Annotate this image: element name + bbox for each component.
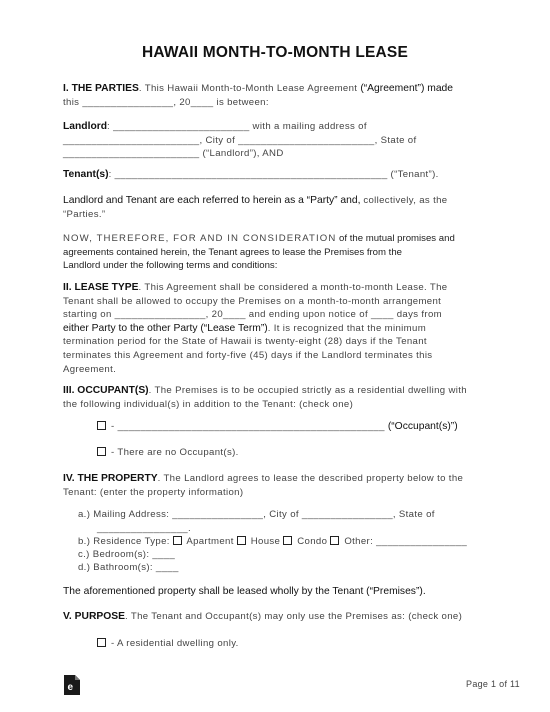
occupants-option-none[interactable]: - There are no Occupant(s). xyxy=(97,446,497,460)
property-bedrooms: c.) Bedroom(s): ____ xyxy=(78,549,176,560)
parties-section: I. THE PARTIES. This Hawaii Month-to-Month Lease Agreement (“Agreement”) made this ________________, 20____ is between: xyxy=(63,83,454,108)
property-heading: IV. THE PROPERTY xyxy=(63,473,158,484)
landlord-section: Landlord: ________________________ with a mailing address of ________________________, City of ________________________, State of ________________________ (“Landlord”), AND xyxy=(63,121,417,160)
purpose-option-residential[interactable]: - A residential dwelling only. xyxy=(97,637,497,651)
eforms-logo-icon xyxy=(62,674,82,696)
party-reference: Landlord and Tenant are each referred to herein as a “Party” and, collectively, as the “Parties.” xyxy=(63,195,448,220)
parties-heading: I. THE PARTIES xyxy=(63,83,139,94)
residence-house-checkbox[interactable] xyxy=(237,536,246,545)
purpose-heading: V. PURPOSE xyxy=(63,611,125,622)
occupants-none-checkbox[interactable] xyxy=(97,447,106,456)
property-section: IV. THE PROPERTY. The Landlord agrees to lease the described property below to the Tenant: (enter the property information) xyxy=(63,473,464,498)
purpose-section: V. PURPOSE. The Tenant and Occupant(s) may only use the Premises as: (check one) xyxy=(63,611,463,622)
page-number: Page 1 of 11 xyxy=(466,679,520,689)
svg-text:e: e xyxy=(67,682,74,693)
property-residence-type: b.) Residence Type: Apartment House Condo Other: ________________ xyxy=(78,536,468,547)
residence-condo-checkbox[interactable] xyxy=(283,536,292,545)
landlord-label: Landlord xyxy=(63,121,108,132)
premises-statement: The aforementioned property shall be leased wholly by the Tenant (“Premises”). xyxy=(63,586,426,597)
lease-type-section: II. LEASE TYPE. This Agreement shall be considered a month-to-month Lease. The Tenant shall be allowed to occupy the Premises on a month-to-month arrangement starting on ________________, 20____ and ending upon notice of ____ days from either Party to the other Party (“Lease Term”). It is recognized that the minimum termination period for the State of Hawaii is twenty-eight (28) days if the Tenant terminates this Agreement and forty-five (45) days if the Landlord terminates this Agreement. xyxy=(63,282,448,375)
occupants-heading: III. OCCUPANT(S) xyxy=(63,385,149,396)
property-bathrooms: d.) Bathroom(s): ____ xyxy=(78,562,179,573)
tenant-label: Tenant(s) xyxy=(63,169,109,180)
residence-other-checkbox[interactable] xyxy=(330,536,339,545)
property-mailing-address: a.) Mailing Address: ________________, City of ________________, State of ________________. xyxy=(78,509,435,534)
occupants-named-checkbox[interactable] xyxy=(97,421,106,430)
occupants-section: III. OCCUPANT(S). The Premises is to be occupied strictly as a residential dwelling with the following individual(s) in addition to the Tenant: (check one) xyxy=(63,385,467,410)
occupants-option-named[interactable]: - _______________________________________________ (“Occupant(s)”) xyxy=(97,420,497,434)
purpose-residential-checkbox[interactable] xyxy=(97,638,106,647)
tenant-section: Tenant(s): ________________________________________________ (“Tenant”). xyxy=(63,169,439,180)
consideration-clause: NOW, THEREFORE, FOR AND IN CONSIDERATION of the mutual promises and agreements contained herein, the Tenant agrees to lease the Premises from the Landlord under the following terms and conditions: xyxy=(63,233,455,272)
document-title: HAWAII MONTH-TO-MONTH LEASE xyxy=(141,44,409,61)
residence-apartment-checkbox[interactable] xyxy=(173,536,182,545)
lease-type-heading: II. LEASE TYPE xyxy=(63,282,139,293)
